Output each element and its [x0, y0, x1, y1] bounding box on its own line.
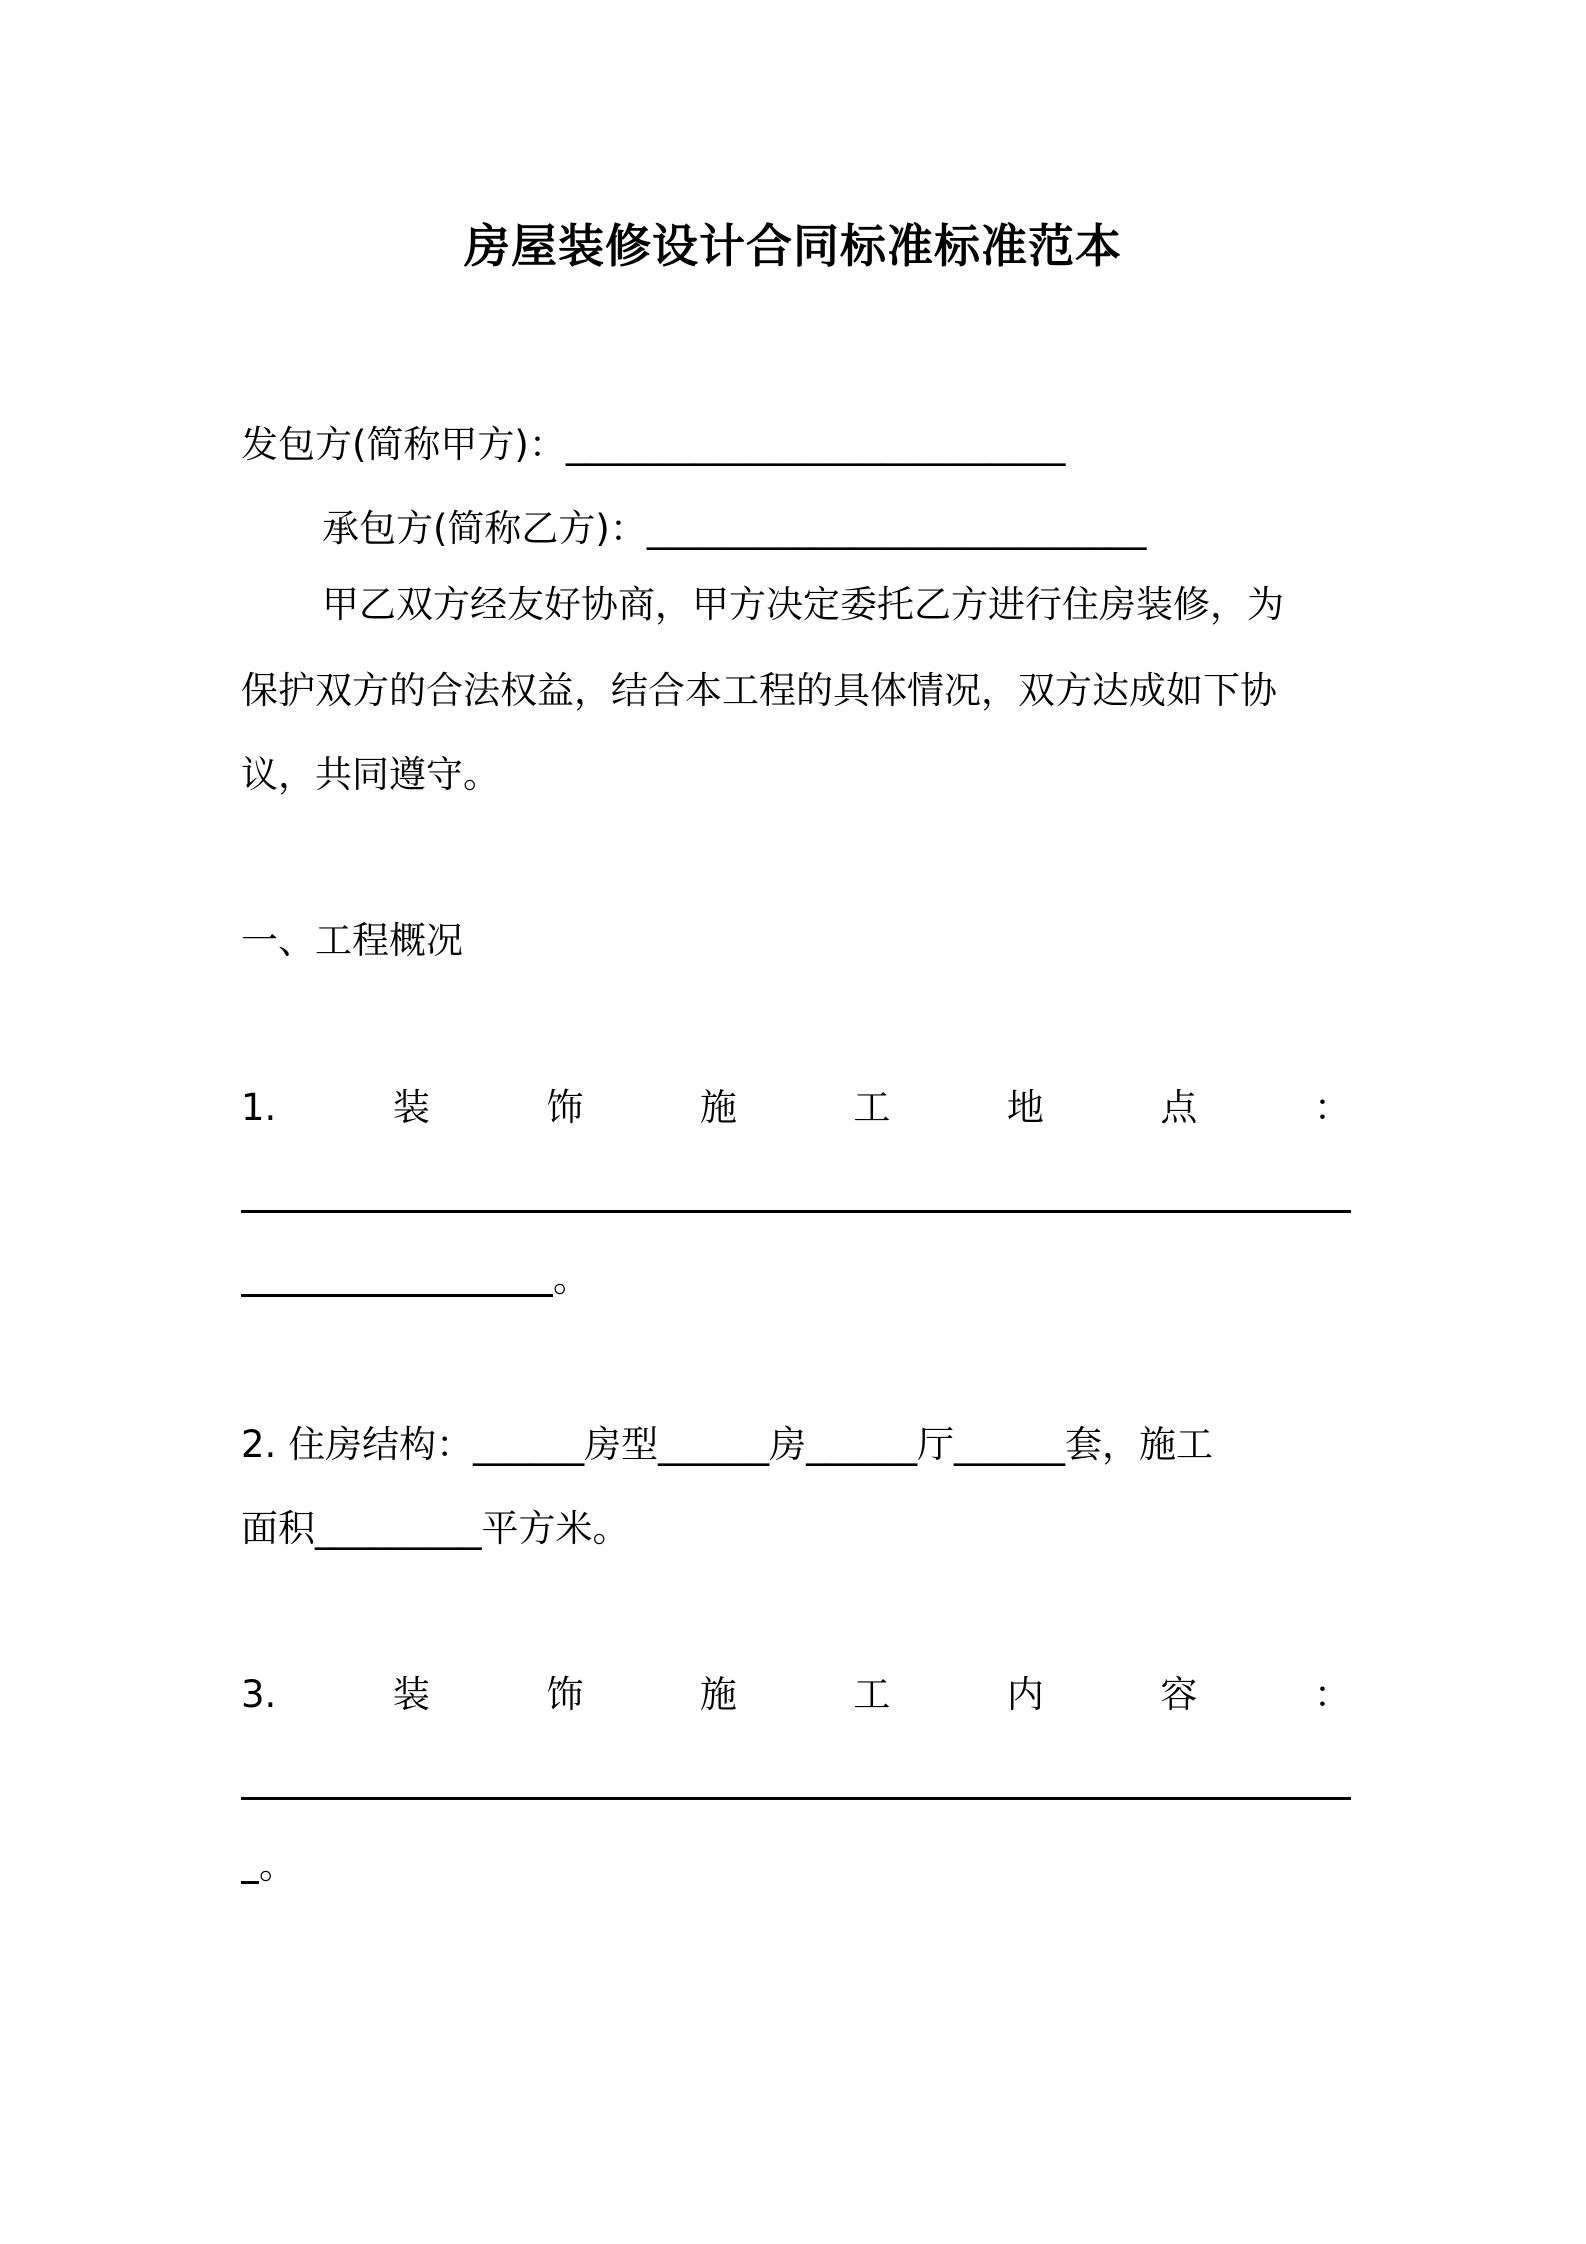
item-3-char: 装 — [392, 1673, 430, 1716]
item-3-char: 容 — [1160, 1673, 1198, 1716]
item-3-blank-line — [241, 1797, 1351, 1800]
item-1-char: 工 — [853, 1086, 891, 1129]
item-1-blank-line — [241, 1210, 1351, 1213]
party-b-line: 承包方(简称乙方)：___________________________ — [322, 507, 1147, 550]
page-title: 房屋装修设计合同标准标准范本 — [464, 219, 1122, 273]
item-3-blank-line-end — [241, 1881, 259, 1884]
item-1-char: 施 — [699, 1086, 737, 1129]
intro-line-1: 甲乙双方经友好协商，甲方决定委托乙方进行住房装修，为 — [322, 583, 1284, 626]
item-1-char: 饰 — [546, 1086, 584, 1129]
item-1-char: 地 — [1006, 1086, 1044, 1129]
item-1-label — [241, 1083, 1351, 1133]
item-3-label — [241, 1670, 1351, 1720]
item-2-line-2: 面积_________平方米。 — [241, 1507, 630, 1550]
item-1-char: 点 — [1160, 1086, 1198, 1129]
item-3-char: 工 — [853, 1673, 891, 1716]
intro-line-2: 保护双方的合法权益，结合本工程的具体情况，双方达成如下协 — [241, 669, 1277, 712]
item-3-char: ： — [1313, 1673, 1351, 1716]
item-1-char: 1. — [241, 1086, 277, 1129]
item-1-period: 。 — [553, 1257, 590, 1300]
party-a-line: 发包方(简称甲方)：___________________________ — [241, 423, 1066, 466]
intro-line-3: 议，共同遵守。 — [241, 753, 500, 796]
item-3-char: 内 — [1006, 1673, 1044, 1716]
item-1-char: ： — [1313, 1086, 1351, 1129]
item-3-char: 施 — [699, 1673, 737, 1716]
item-1-char: 装 — [392, 1086, 430, 1129]
item-3-period: 。 — [259, 1844, 296, 1887]
item-3-char: 饰 — [546, 1673, 584, 1716]
item-2-line-1: 2. 住房结构：______房型______房______厅______套，施工 — [241, 1423, 1214, 1466]
item-3-char: 3. — [241, 1673, 277, 1716]
item-1-blank-line-end — [241, 1294, 553, 1297]
section-heading: 一、工程概况 — [241, 919, 463, 962]
